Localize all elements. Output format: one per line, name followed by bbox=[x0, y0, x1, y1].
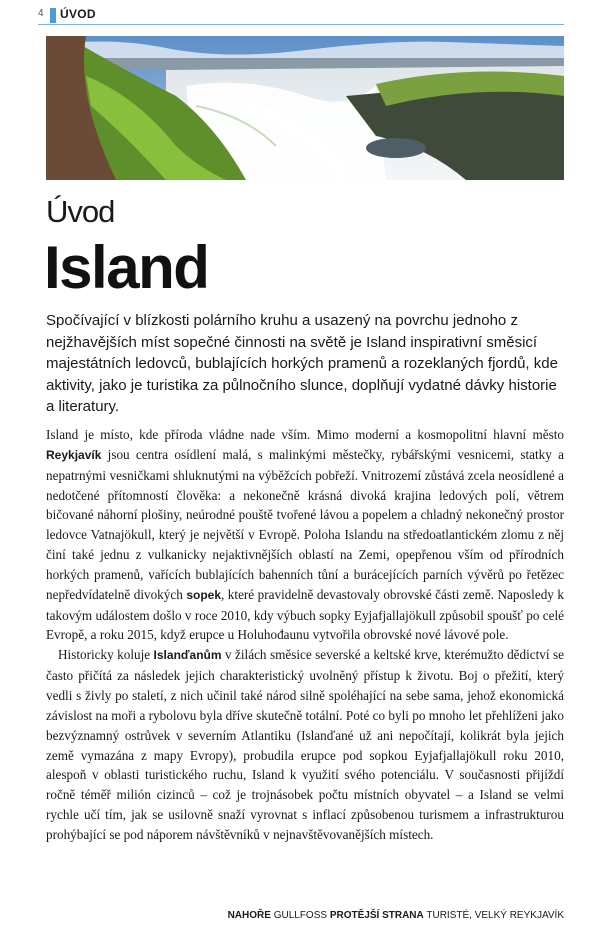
text-run: Historicky koluje bbox=[58, 647, 154, 663]
caption-opposite-label: PROTĚJŠÍ STRANA bbox=[329, 910, 424, 921]
paragraph-1 bbox=[46, 425, 564, 645]
caption-opposite-text: TURISTÉ, VELKÝ REYKJAVÍK bbox=[426, 910, 564, 921]
lead-paragraph bbox=[46, 310, 566, 418]
text-run: , které pravidelně devastovaly obrovské části země. Naposledy k takovým událostem došlo v roce 2010, kdy výbuch sopky Eyjafjallajökull způsobil spoušť po celé Evropě, a roku 2015, když erupce u Holuhođaunu vytvořila obrovské nové lávové pole. bbox=[46, 586, 564, 643]
page-number: 4 bbox=[38, 8, 44, 19]
section-marker bbox=[50, 8, 56, 23]
chapter-kicker: Úvod bbox=[46, 194, 115, 229]
text-run: jsou centra osídlení malá, s malinkými městečky, rybářskými vesnicemi, statky a nepatrnými vesničkami shluknutými na výběžcích pobřeží. Vnitrozemí zůstává zcela neosídlené a nedotčené přítomností člověka: a nekonečně krásná divoká krajina ledových polí, větrem bičované náhorní plošiny, neúrodné pouště tvořené lávou a popelem a chladný nekonečný prostor ledovce Vatnajökull, který je největší v Evropě. Poloha Islandu na středoatlantickém zlomu z něj činí také jednu z vulkanicky nejaktivnějších oblastí na Zemi, opepřenou vším od přírodních horkých pramenů, vařících bublajících bahenních tůní a burácejících parních vývěrů po řetězec nepředvídatelně divokých bbox=[46, 446, 564, 602]
paragraph-2 bbox=[46, 645, 564, 844]
body-text bbox=[46, 425, 564, 845]
lead-text: Spočívající v blízkosti polárního kruhu a usazený na povrchu jednoho z nejžhavějších míst sopečné činnosti na světě je Island inspirativní směsicí majestátních ledovců, bublajících horkých pramenů a rozeklaných fjordů, kde aktivity, jako je turistika za půlnočního slunce, doplňují vydatné dávky historie a literatury. bbox=[46, 312, 558, 416]
keyword-islandanum: Islanďanům bbox=[153, 648, 222, 663]
caption-top-text: GULLFOSS bbox=[273, 910, 328, 921]
text-run: v žilách směsice severské a keltské krve, kterémužto dědictví se často přičítá za následek jejich charakteristický uvolněný přístup k životu. Boj o přežití, který vedli s živly po staletí, z nich učinil také národ silně spoléhající na sebe sama, jehož ekonomická závislost na moři a rybolovu byla dříve skutečně totální. Poté co byli po mnoho let přehlíženi jako bezvýznamný ostrůvek v severním Atlantiku (Islanďané už ani nepočítají, kolikrát byla jejich země vymazána z mapy Evropy), probudila erupce pod sopkou Eyjafjallajökull roku 2010, alespoň v oblasti turistického ruchu, Island k využití svého potenciálu. V současnosti přijíždí ročně téměř milión cizinců – což je trojnásobek počtu místních obyvatel – a Island se velmi rychle učí tím, jak se usilovně snaží vyrovnat s inflací způsobenou turismem a infrastrukturou prohýbající se pod náporem návštěvníků v nejnavštěvovanějších místech. bbox=[46, 647, 564, 842]
keyword-reykjavik: Reykjavík bbox=[46, 447, 102, 462]
running-header bbox=[38, 6, 564, 25]
keyword-sopek: sopek bbox=[186, 587, 221, 602]
photo-caption bbox=[228, 910, 564, 921]
caption-top-label: NAHOŘE bbox=[227, 910, 271, 921]
gullfoss-photo bbox=[46, 36, 564, 180]
text-run: Island je místo, kde příroda vládne nade vším. Mimo moderní a kosmopolitní hlavní město bbox=[46, 427, 564, 442]
section-title: ÚVOD bbox=[60, 7, 96, 21]
page-title: Island bbox=[44, 234, 209, 301]
